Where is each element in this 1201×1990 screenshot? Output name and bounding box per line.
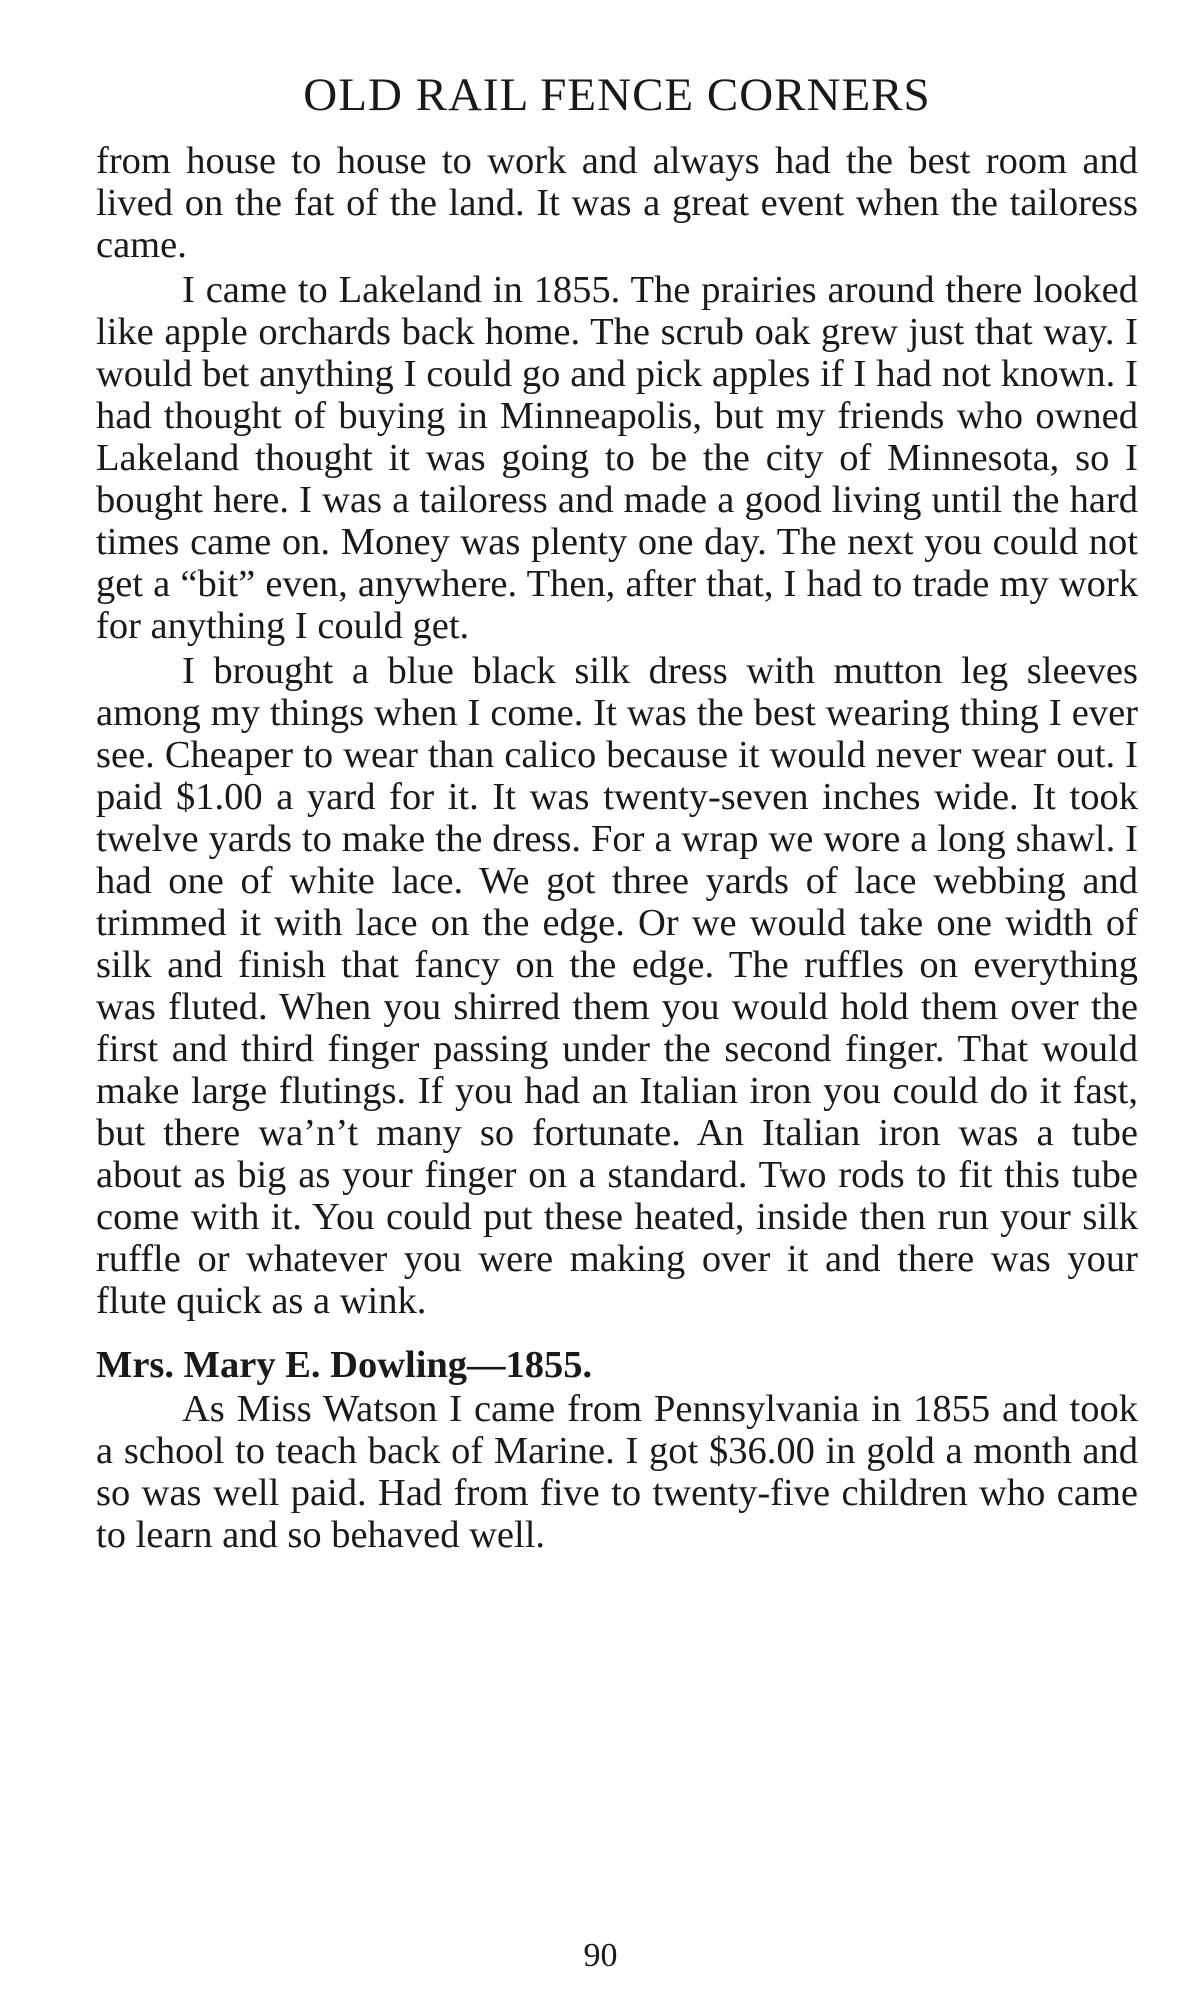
section-heading: Mrs. Mary E. Dowling—1855.	[96, 1343, 593, 1386]
body-text	[96, 140, 1138, 1556]
paragraph-dowling: As Miss Watson I came from Pennsylvania in 1855 and took a school to teach back of Marine. I got $36.00 in gold a month and so was well paid. Had from five to twenty-five children who came to learn and so behaved well.	[96, 1387, 1138, 1556]
paragraph-silk-dress: I brought a blue black silk dress with mutton leg sleeves among my things when I come. It was the best wearing thing I ever see. Cheaper to wear than calico because it would never wear out. I paid $1.00 a yard for it. It was twenty-seven inches wide. It took twelve yards to make the dress. For a wrap we wore a long shawl. I had one of white lace. We got three yards of lace webbing and trimmed it with lace on the edge. Or we would take one width of silk and finish that fancy on the edge. The ruffles on everything was fluted. When you shirred them you would hold them over the first and third finger passing under the second finger. That would make large flutings. If you had an Italian iron you could do it fast, but there wa’n’t many so fortunate. An Italian iron was a tube about as big as your finger on a standard. Two rods to fit this tube come with it. You could put these heated, inside then run your silk ruffle or whatever you were making over it and there was your flute quick as a wink.	[96, 649, 1138, 1322]
page-number: 90	[583, 1937, 618, 1974]
book-page	[96, 70, 1138, 1556]
paragraph-lakeland: I came to Lakeland in 1855. The prairies around there looked like apple orchards back home. The scrub oak grew just that way. I would bet anything I could go and pick apples if I had not known. I had thought of buying in Minneapolis, but my friends who owned Lakeland thought it was going to be the city of Minnesota, so I bought here. I was a tailoress and made a good living until the hard times came on. Money was plenty one day. The next you could not get a “bit” even, anywhere. Then, after that, I had to trade my work for anything I could get.	[96, 268, 1138, 647]
running-head: OLD RAIL FENCE CORNERS	[303, 69, 931, 121]
paragraph-continued: from house to house to work and always had the best room and lived on the fat of the land. It was a great event when the tailoress came.	[96, 139, 1138, 266]
